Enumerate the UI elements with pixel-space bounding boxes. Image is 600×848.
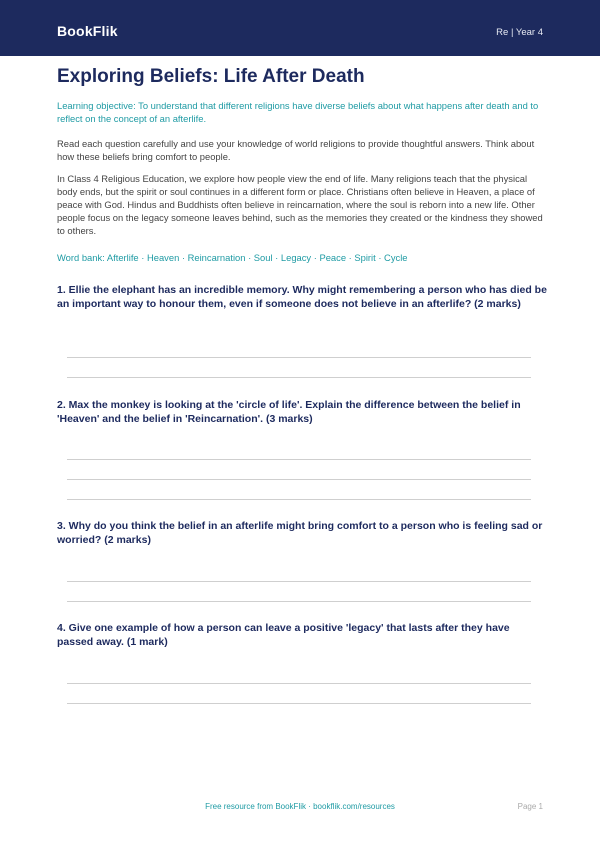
page-number: Page 1 [517, 802, 543, 811]
instructions-text: Read each question carefully and use your knowledge of world religions to provide thoughtful answers. Think about how these beliefs bring comfort to people. [57, 138, 535, 162]
learning-objective: Learning objective: To understand that different religions have diverse beliefs about what happens after death and to reflect on the concept of an afterlife. [57, 100, 539, 124]
page-header [0, 0, 600, 56]
answer-line[interactable] [67, 703, 531, 704]
answer-line[interactable] [67, 581, 531, 582]
footer-resource-link[interactable]: Free resource from BookFlik · bookflik.com/resources [205, 802, 395, 811]
answer-line[interactable] [67, 601, 531, 602]
subject-year-label: Re | Year 4 [496, 27, 543, 38]
question-4: 4. Give one example of how a person can leave a positive 'legacy' that lasts after they have passed away. (1 mark) [57, 622, 510, 648]
answer-line[interactable] [67, 499, 531, 500]
answer-line[interactable] [67, 357, 531, 358]
brand-logo: BookFlik [57, 23, 118, 39]
word-bank: Word bank: Afterlife · Heaven · Reincarnation · Soul · Legacy · Peace · Spirit · Cycle [57, 252, 408, 263]
answer-line[interactable] [67, 683, 531, 684]
question-3: 3. Why do you think the belief in an afterlife might bring comfort to a person who is feeling sad or worried? (2 marks) [57, 520, 543, 546]
question-1: 1. Ellie the elephant has an incredible memory. Why might remembering a person who has died be an important way to honour them, even if someone does not believe in an afterlife? (2 marks) [57, 284, 547, 310]
answer-line[interactable] [67, 459, 531, 460]
answer-line[interactable] [67, 479, 531, 480]
context-paragraph: In Class 4 Religious Education, we explore how people view the end of life. Many religions teach that the physical body ends, but the spirit or soul continues in a different form or place. Christians often believe in Heaven, a place of peace with God. Hindus and Buddhists often believe in reincarnation, where the soul is reborn into a new life. Other people focus on the legacy someone leaves behind, such as the memories they created or the kindness they showed to others. [57, 173, 543, 236]
answer-line[interactable] [67, 377, 531, 378]
page-title: Exploring Beliefs: Life After Death [57, 66, 365, 87]
question-2: 2. Max the monkey is looking at the 'circle of life'. Explain the difference between the belief in 'Heaven' and the belief in 'Reincarnation'. (3 marks) [57, 399, 521, 425]
